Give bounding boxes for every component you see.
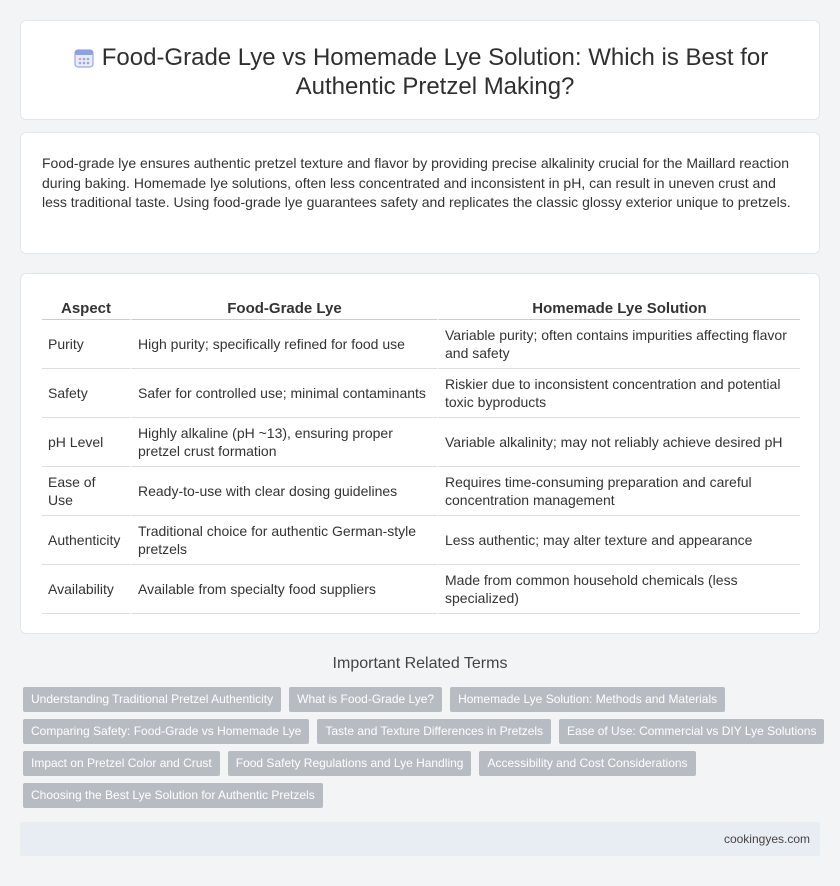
table-cell-aspect: Availability	[42, 565, 130, 614]
table-cell-food-grade: High purity; specifically refined for food use	[130, 320, 437, 369]
header-card	[20, 20, 820, 120]
table-row	[42, 320, 800, 369]
comparison-table	[42, 296, 800, 614]
header-food-grade-lye: Food-Grade Lye	[130, 296, 437, 320]
intro-card	[20, 132, 820, 254]
table-cell-aspect: Purity	[42, 320, 130, 369]
related-term-tag[interactable]: Comparing Safety: Food-Grade vs Homemade Lye	[23, 719, 309, 744]
table-cell-food-grade: Traditional choice for authentic German-style pretzels	[130, 516, 437, 565]
intro-paragraph: Food-grade lye ensures authentic pretzel texture and flavor by providing precise alkalinity crucial for the Maillard reaction during baking. Homemade lye solutions, often less concentrated and inconsistent in pH, can result in uneven crust and less traditional taste. Using food-grade lye guarantees safety and replicates the classic glossy exterior unique to pretzels.	[42, 155, 791, 210]
related-term-tag[interactable]: Ease of Use: Commercial vs DIY Lye Solutions	[559, 719, 824, 744]
header-homemade-lye: Homemade Lye Solution	[437, 296, 800, 320]
table-row	[42, 516, 800, 565]
table-cell-aspect: Safety	[42, 369, 130, 418]
table-cell-food-grade: Ready-to-use with clear dosing guidelines	[130, 467, 437, 516]
table-cell-homemade: Requires time-consuming preparation and careful concentration management	[437, 467, 800, 516]
table-header-row	[42, 296, 800, 320]
table-cell-homemade: Less authentic; may alter texture and appearance	[437, 516, 800, 565]
table-cell-homemade: Variable purity; often contains impurities affecting flavor and safety	[437, 320, 800, 369]
table-cell-aspect: pH Level	[42, 418, 130, 467]
comparison-table-card	[20, 273, 820, 634]
table-cell-homemade: Riskier due to inconsistent concentration and potential toxic byproducts	[437, 369, 800, 418]
table-cell-food-grade: Available from specialty food suppliers	[130, 565, 437, 614]
table-row	[42, 565, 800, 614]
related-term-tag[interactable]: Impact on Pretzel Color and Crust	[23, 751, 220, 776]
related-term-tag[interactable]: Food Safety Regulations and Lye Handling	[228, 751, 472, 776]
table-cell-food-grade: Safer for controlled use; minimal contaminants	[130, 369, 437, 418]
related-term-tag[interactable]: Homemade Lye Solution: Methods and Materials	[450, 687, 725, 712]
table-row	[42, 467, 800, 516]
related-terms-heading: Important Related Terms	[332, 655, 508, 672]
related-term-tag[interactable]: Accessibility and Cost Considerations	[479, 751, 695, 776]
page-title: Food-Grade Lye vs Homemade Lye Solution: Which is Best for Authentic Pretzel Making?	[101, 44, 769, 100]
footer	[20, 822, 820, 856]
related-term-tag[interactable]: What is Food-Grade Lye?	[289, 687, 442, 712]
table-cell-homemade: Made from common household chemicals (less specialized)	[437, 565, 800, 614]
header-aspect: Aspect	[42, 296, 130, 320]
table-cell-homemade: Variable alkalinity; may not reliably achieve desired pH	[437, 418, 800, 467]
table-cell-aspect: Authenticity	[42, 516, 130, 565]
table-row	[42, 369, 800, 418]
related-term-tag[interactable]: Understanding Traditional Pretzel Authenticity	[23, 687, 281, 712]
table-cell-aspect: Ease of Use	[42, 467, 130, 516]
related-terms-list	[23, 687, 823, 815]
table-row	[42, 418, 800, 467]
table-cell-food-grade: Highly alkaline (pH ~13), ensuring proper pretzel crust formation	[130, 418, 437, 467]
footer-site-link[interactable]: cookingyes.com	[723, 832, 810, 846]
related-term-tag[interactable]: Choosing the Best Lye Solution for Authentic Pretzels	[23, 783, 323, 808]
related-term-tag[interactable]: Taste and Texture Differences in Pretzels	[317, 719, 551, 744]
